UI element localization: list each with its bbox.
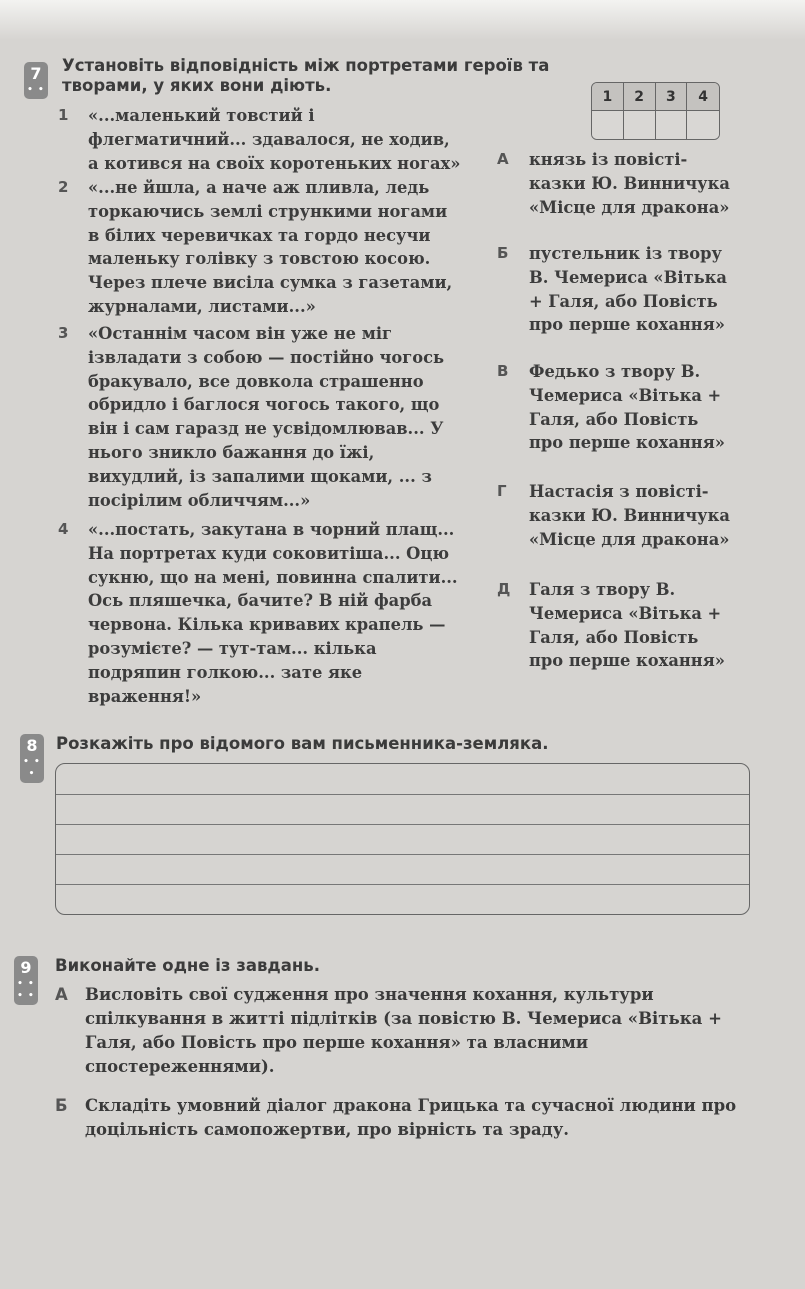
option-item	[497, 360, 737, 455]
task-7-number: 7	[30, 64, 42, 83]
answer-cell-2[interactable]	[624, 111, 656, 139]
answer-header-3: 3	[656, 83, 688, 111]
task-7-badge	[24, 62, 48, 99]
option-text: Настасія з повісті-казки Ю. Винничука «Місце для дракона»	[529, 482, 730, 549]
option-item	[497, 242, 737, 337]
task-9-item-text: Складіть умовний діалог дракона Грицька та сучасної людини про доцільність самопожертви, про вірність та зраду.	[85, 1096, 737, 1139]
answer-grid	[591, 82, 720, 140]
option-item	[497, 480, 737, 551]
quote-number: 4	[58, 520, 69, 538]
quote-text: «...не йшла, а наче аж пливла, ледь торкаючись землі стрункими ногами в білих черевичках та гордо несучи маленьку голівку з товстою косою. Через плече висіла сумка з газетами, журналами, листами...»	[88, 178, 453, 316]
option-text: князь із повісті-казки Ю. Винничука «Місце для дракона»	[529, 150, 730, 217]
quote-text: «Останнім часом він уже не міг ізвладати з собою — постійно чогось бракувало, все довкола страшенно обридло і баглося чогось такого, що він і сам гаразд не усвідомлював... У нього зникло бажання до їжі, вихудлий, із запалими щоками, ... з посірілим обличчям...»	[88, 324, 445, 510]
quote-number: 1	[58, 106, 69, 124]
option-letter: Г	[497, 482, 507, 500]
answer-header-2: 2	[624, 83, 656, 111]
quote-number: 2	[58, 178, 69, 196]
quote-item	[58, 322, 463, 512]
quote-number: 3	[58, 324, 69, 342]
quote-text: «...постать, закутана в чорний плащ... На портретах куди соковитіша... Оцю сукню, що на мені, повинна спалити... Ось пляшечка, бачите? В ній фарба червона. Кілька кривавих крапель — розумієте? — тут-там... кілька подряпин голкою... зате яке враження!»	[88, 520, 458, 706]
writing-line	[56, 854, 749, 855]
difficulty-dots-icon: • •	[27, 85, 45, 95]
task-9-badge	[14, 956, 38, 1005]
option-item	[497, 578, 737, 673]
answer-cell-3[interactable]	[656, 111, 688, 139]
option-text: пустельник із твору В. Чемериса «Вітька + Галя, або Повість про перше кохання»	[529, 244, 727, 335]
difficulty-dots-icon: • • • •	[17, 979, 35, 1001]
difficulty-dots-icon: • • •	[23, 757, 41, 779]
task-8-number: 8	[26, 736, 38, 755]
answer-header-1: 1	[592, 83, 624, 111]
task-9-item	[55, 983, 765, 1079]
option-letter: Б	[497, 244, 509, 262]
answer-cell-4[interactable]	[687, 111, 719, 139]
option-item	[497, 148, 737, 219]
task-9-item-letter: Б	[55, 1096, 68, 1115]
task-8-badge	[20, 734, 44, 783]
answer-header-4: 4	[687, 83, 719, 111]
task-9-item	[55, 1094, 765, 1142]
task-9-item-text: Висловіть свої судження про значення кохання, культури спілкування в житті підлітків (за повістю В. Чемериса «Вітька + Галя, або Повість про перше кохання» та власними спостереженнями).	[85, 985, 722, 1076]
task-9-title: Виконайте одне із завдань.	[55, 956, 320, 975]
quote-item	[58, 104, 463, 175]
task-9-item-letter: А	[55, 985, 68, 1004]
option-text: Галя з твору В. Чемериса «Вітька + Галя, або Повість про перше кохання»	[529, 580, 725, 671]
option-letter: Д	[497, 580, 511, 598]
writing-line	[56, 794, 749, 795]
option-letter: В	[497, 362, 509, 380]
page-top-edge	[0, 0, 805, 40]
task-8-title: Розкажіть про відомого вам письменника-земляка.	[56, 734, 549, 753]
writing-line	[56, 824, 749, 825]
quote-item	[58, 176, 463, 319]
writing-line	[56, 884, 749, 885]
option-text: Федько з твору В. Чемериса «Вітька + Галя, або Повість про перше кохання»	[529, 362, 725, 453]
task-9-number: 9	[20, 958, 32, 977]
quote-item	[58, 518, 463, 708]
option-letter: А	[497, 150, 509, 168]
answer-writing-box[interactable]	[55, 763, 750, 915]
quote-text: «...маленький товстий і флегматичний... здавалося, не ходив, а котився на своїх коротеньких ногах»	[88, 106, 461, 173]
answer-cell-1[interactable]	[592, 111, 624, 139]
task-7-title: Установіть відповідність між портретами героїв та творами, у яких вони діють.	[62, 56, 550, 95]
